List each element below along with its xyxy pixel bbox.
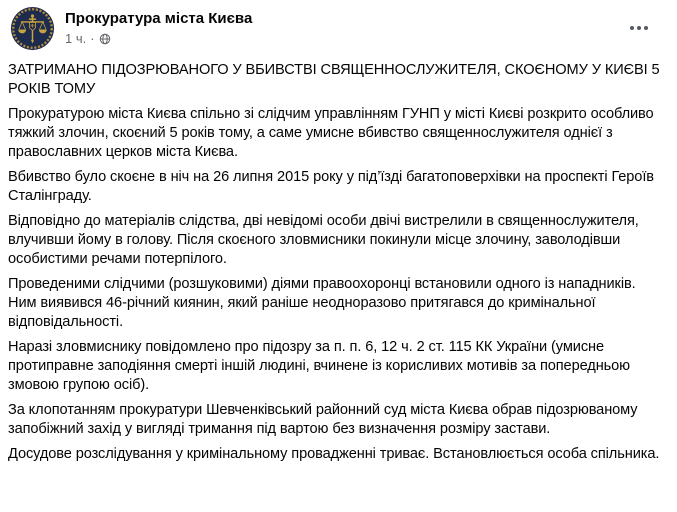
- post-paragraph: Наразі зловмиснику повідомлено про підозру за п. п. 6, 12 ч. 2 ст. 115 КК України (умисне протиправне заподіяння смерті іншій людині, вчинене із корисливих мотивів за попередньою змовою групою осіб).: [8, 339, 631, 393]
- post-timestamp-link[interactable]: 1 ч.: [65, 31, 87, 46]
- page-name-link[interactable]: Прокуратура міста Києва: [65, 10, 253, 27]
- post-header: [8, 6, 661, 52]
- post-meta: [65, 31, 252, 47]
- post-paragraph: ЗАТРИМАНО ПІДОЗРЮВАНОГО У ВБИВСТВІ СВЯЩЕННОСЛУЖИТЕЛЯ, СКОЄНОМУ У КИЄВІ 5 РОКІВ ТОМУ: [8, 62, 660, 97]
- globe-public-icon: [99, 33, 111, 45]
- post-paragraph: Досудове розслідування у кримінальному провадженні триває. Встановлюється особа спільника.: [8, 446, 660, 462]
- post-paragraph: Проведеними слідчими (розшуковими) діями правоохоронці встановили одного із нападників. Ним виявився 46-річний киянин, який раніше неодноразово притягався до кримінальної відповідальності.: [8, 276, 636, 330]
- post-paragraph: За клопотанням прокуратури Шевченківський районний суд міста Києва обрав підозрюваному запобіжний захід у вигляді тримання під вартою без визначення розміру застави.: [8, 402, 638, 437]
- post-body: [8, 61, 661, 464]
- prosecutor-office-emblem-icon: [10, 6, 55, 51]
- post-paragraph: Відповідно до матеріалів слідства, дві невідомі особи двічі вистрелили в священнослужителя, влучивши йому в голову. Після скоєного зловмисники покинули місце злочину, заволодівши особистими речами потерпілого.: [8, 213, 639, 267]
- page-avatar[interactable]: [10, 6, 55, 51]
- meta-separator: ·: [90, 31, 95, 46]
- post-paragraph: Вбивство було скоєне в ніч на 26 липня 2015 року у під’їзді багатоповерхівки на проспекті Героїв Сталінграду.: [8, 169, 654, 204]
- post-options-button[interactable]: [623, 14, 655, 42]
- post-paragraph: Прокуратурою міста Києва спільно зі слідчим управлінням ГУНП у місті Києві розкрито особливо тяжкий злочин, скоєний 5 років тому, а саме умисне вбивство священнослужителя однієї з православних церков міста Києва.: [8, 106, 654, 160]
- ellipsis-icon: [630, 26, 648, 30]
- post-header-text: [65, 6, 252, 47]
